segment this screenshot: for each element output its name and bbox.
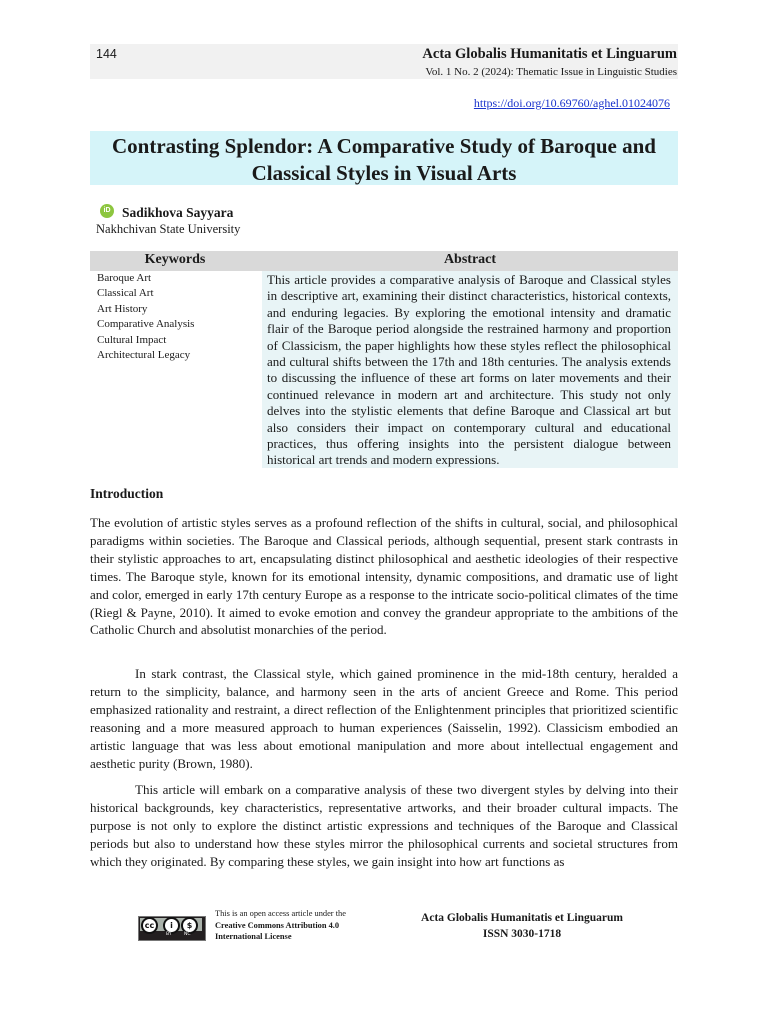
cc-by-label: BY (166, 932, 172, 937)
keyword-item: Cultural Impact (97, 333, 167, 346)
page-number: 144 (96, 47, 117, 61)
body-paragraph: This article will embark on a comparative analysis of these two divergent styles by delving into their historical backgrounds, key characteristics, representative artworks, and their broader cultural impacts. The purpose is not only to explore the distinct artistic expressions and techniques of the Baroque and Classical periods but also to understand how these styles mirror the philosophical currents and societal structures from which they originated. By comparing these styles, we gain insight into how art functions as (90, 782, 678, 869)
keyword-item: Baroque Art (97, 272, 152, 284)
license-line: Creative Commons Attribution 4.0 (215, 920, 340, 930)
orcid-icon[interactable]: iD (100, 204, 114, 218)
body-paragraph: In stark contrast, the Classical style, which gained prominence in the mid-18th century, heralded a return to the simplicity, balance, and harmony seen in the arts of ancient Greece and Rome. This period emphasized rationality and restraint, a direct reflection of the Enlightenment principles that prioritized scientific reasoning and a more measured approach to human experiences (Saisselin, 1992). Classicism embodied an artistic language that was less about emotional manipulation and more about intellectual engagement and aesthetic purity (Brown, 1980). (90, 666, 678, 771)
cc-icon: cc (141, 917, 158, 934)
noncommercial-icon: $ (181, 917, 198, 934)
author-name: Sadikhova Sayyara (122, 205, 234, 220)
keywords-list (97, 271, 257, 363)
attribution-icon: i (163, 917, 180, 934)
abstract-text: This article provides a comparative analysis of Baroque and Classical styles in descriptive art, examining their distinct characteristics, historical contexts, and enduring legacies. By exploring the emotional intensity and dramatic flair of the Baroque period alongside the restrained harmony and proportion of Classicism, the paper highlights how these styles reflect the philosophical and cultural shifts between the 17th and 18th centuries. The analysis extends to discussing the influence of these art forms on later movements and their continued relevance in modern art and architecture. This study not only delves into the stylistic elements that define Baroque and Classical art but also considers their impact on contemporary cultural and educational practices, thus offering insights into the persistent dialogue between historical art trends and modern expressions. (267, 272, 671, 468)
keyword-item: Art History (97, 302, 148, 315)
journal-name: Acta Globalis Humanitatis et Linguarum (422, 46, 677, 62)
body-paragraph: The evolution of artistic styles serves as a profound reflection of the shifts in cultural, social, and philosophical paradigms within societies. The Baroque and Classical periods, although sequential, present stark contrasts in their stylistic approaches to art, encapsulating distinct philosophical and aesthetic ideologies of their respective times. The Baroque style, known for its emotional intensity, dynamic compositions, and dramatic use of light and color, emerged in early 17th century Europe as a response to the intricate socio-political climates of the time (Riegl & Payne, 2010). It aimed to evoke emotion and convey the grandeur appropriate to the ambitions of the Catholic Church and absolutist monarchies of the period. (90, 515, 678, 638)
license-line: This is an open access article under the (215, 909, 346, 918)
keyword-item: Architectural Legacy (97, 349, 191, 362)
license-line: International License (215, 932, 292, 942)
keyword-item: Classical Art (97, 287, 154, 300)
volume-info: Vol. 1 No. 2 (2024): Thematic Issue in Linguistic Studies (425, 66, 677, 78)
license-text (215, 908, 346, 943)
footer-journal-name: Acta Globalis Humanitatis et Linguarum (421, 912, 623, 924)
cc-nc-label: NC (184, 932, 191, 937)
article-title: Contrasting Splendor: A Comparative Study of Baroque and Classical Styles in Visual Arts (112, 134, 656, 185)
footer-issn: ISSN 3030-1718 (482, 928, 562, 940)
keyword-item: Comparative Analysis (97, 318, 195, 331)
author-affiliation: Nakhchivan State University (96, 222, 241, 236)
introduction-heading: Introduction (90, 486, 164, 501)
doi-link[interactable]: https://doi.org/10.69760/aghel.01024076 (473, 96, 670, 110)
keywords-heading: Keywords (144, 252, 206, 267)
abstract-heading: Abstract (443, 252, 497, 267)
